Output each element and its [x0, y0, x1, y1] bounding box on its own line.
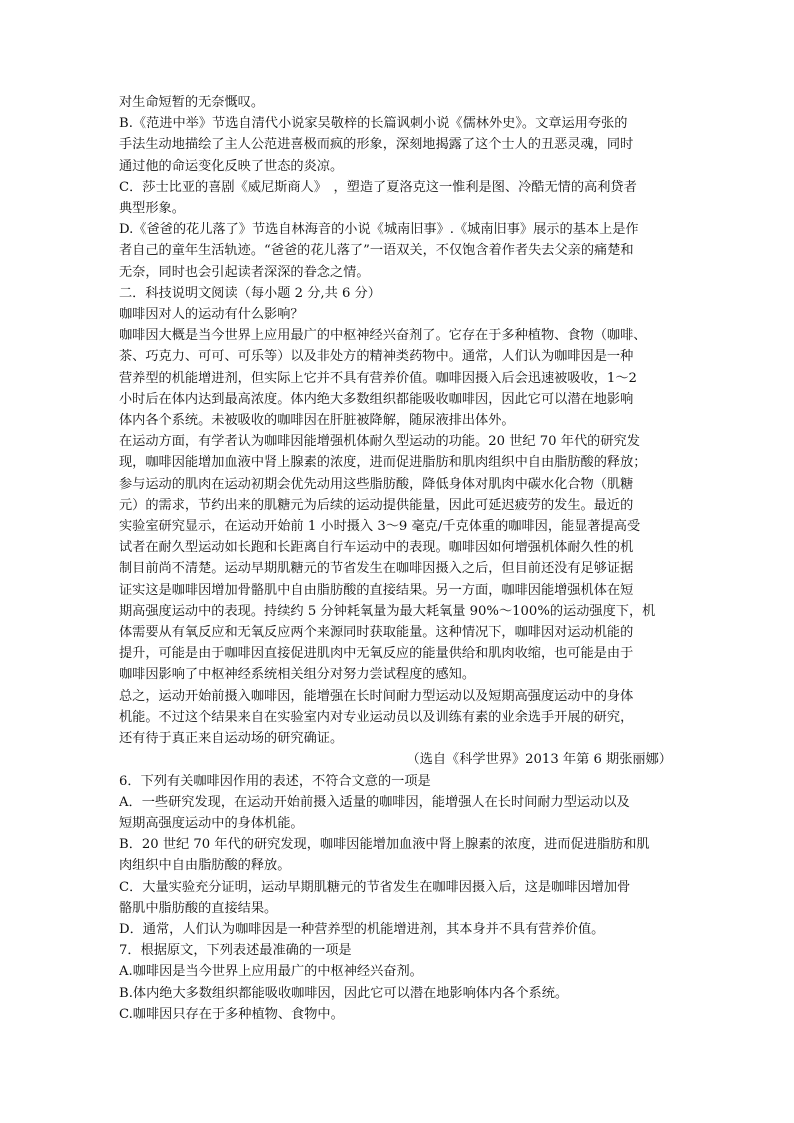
- question-7-option-line: A.咖啡因是当今世界上应用最广的中枢神经兴奋剂。: [119, 964, 423, 980]
- paragraph-2-line: 提升，可能是由于咖啡因直接促进肌肉中无氧反应的能量供给和肌肉收缩，也可能是由于: [119, 646, 634, 662]
- paragraph-1-line: 小时后在体内达到最高浓度。体内绝大多数组织都能吸收咖啡因，因此它可以潜在地影响: [119, 391, 634, 407]
- question-6-option-line: C．大量实验充分证明，运动早期肌糖元的节省发生在咖啡因摄入后，这是咖啡因增加骨: [119, 879, 631, 895]
- article-title: 咖啡因对人的运动有什么影响？: [119, 307, 304, 323]
- paragraph-2-line: 咖啡因影响了中枢神经系统相关组分对努力尝试程度的感知。: [119, 667, 476, 683]
- paragraph-2-line: 体需要从有氧反应和无氧反应两个来源同时获取能量。这种情况下，咖啡因对运动机能的: [119, 625, 634, 641]
- question-6-option-line: 肉组织中自由脂肪酸的释放。: [119, 858, 291, 874]
- question-6-option-line: 骼肌中脂肪酸的直接结果。: [119, 900, 278, 916]
- option-b-line: 手法生动地描绘了主人公范进喜极而疯的形象，深刻地揭露了这个士人的丑恶灵魂，同时: [119, 137, 634, 153]
- paragraph-3-line: 总之，运动开始前摄入咖啡因，能增强在长时间耐力型运动以及短期高强度运动中的身体: [119, 688, 634, 704]
- question-6-option-line: A．一些研究发现，在运动开始前摄入适量的咖啡因，能增强人在长时间耐力型运动以及: [119, 794, 630, 810]
- question-6-option-line: D．通常，人们认为咖啡因是一种营养型的机能增进剂，其本身并不具有营养价值。: [119, 921, 605, 937]
- paragraph-3-line: 还有待于真正来自运动场的研究确证。: [119, 731, 344, 747]
- paragraph-2-line: 期高强度运动中的表现。持续约 5 分钟耗氧量为最大耗氧量 90%～100%的运动强度下，机: [119, 603, 656, 619]
- paragraph-2-line: 实验室研究显示，在运动开始前 1 小时摄入 3～9 毫克/千克体重的咖啡因，能显著提高受: [119, 519, 641, 535]
- option-c-line: C．莎士比亚的喜剧《威尼斯商人》 ，塑造了夏洛克这一惟利是图、冷酷无情的高利贷者: [119, 179, 637, 195]
- source-citation: （选自《科学世界》2013 年第 6 期张丽娜）: [406, 752, 672, 768]
- paragraph-1-line: 茶、巧克力、可可、可乐等）以及非处方的精神类药物中。通常，人们认为咖啡因是一种: [119, 349, 634, 365]
- paragraph-2-line: 参与运动的肌肉在运动初期会优先动用这些脂肪酸，降低身体对肌肉中碳水化合物（肌糖: [119, 476, 634, 492]
- option-c-line: 典型形象。: [119, 201, 185, 217]
- paragraph-3-line: 机能。不过这个结果来自在实验室内对专业运动员以及训练有素的业余选手开展的研究，: [119, 709, 634, 725]
- paragraph-2-line: 元）的需求，节约出来的肌糖元为后续的运动提供能量，因此可延迟疲劳的发生。最近的: [119, 497, 634, 513]
- paragraph-2-line: 制目前尚不清楚。运动早期肌糖元的节省发生在咖啡因摄入之后，但目前还没有足够证据: [119, 561, 634, 577]
- option-d-line: 者自己的童年生活轨迹。“爸爸的花儿落了”一语双关，不仅饱含着作者失去父亲的痛楚和: [119, 243, 634, 259]
- question-7-option-line: C.咖啡因只存在于多种植物、食物中。: [119, 1006, 344, 1022]
- option-d-line: 无奈，同时也会引起读者深深的眷念之情。: [119, 264, 370, 280]
- question-7-option-line: B.体内绝大多数组织都能吸收咖啡因，因此它可以潜在地影响体内各个系统。: [119, 985, 569, 1001]
- question-6-stem: 6．下列有关咖啡因作用的表述，不符合文意的一项是: [119, 773, 431, 789]
- option-b-line: B.《范进中举》节选自清代小说家吴敬梓的长篇讽刺小说《儒林外史》。文章运用夸张的: [119, 116, 628, 132]
- paragraph-2-line: 现，咖啡因能增加血液中肾上腺素的浓度，进而促进脂肪和肌肉组织中自由脂肪酸的释放；: [119, 455, 647, 471]
- paragraph-1-line: 营养型的机能增进剂，但实际上它并不具有营养价值。咖啡因摄入后会迅速被吸收，1～2: [119, 370, 637, 386]
- question-6-option-line: 短期高强度运动中的身体机能。: [119, 815, 304, 831]
- paragraph-2-line: 在运动方面，有学者认为咖啡因能增强机体耐久型运动的功能。20 世纪 70 年代的研究发: [119, 434, 640, 450]
- section-title: 二．科技说明文阅读（每小题 2 分,共 6 分）: [119, 285, 381, 301]
- option-d-line: D.《爸爸的花儿落了》节选自林海音的小说《城南旧事》.《城南旧事》展示的基本上是作: [119, 222, 639, 238]
- paragraph-1-line: 体内各个系统。未被吸收的咖啡因在肝脏被降解，随尿液排出体外。: [119, 413, 515, 429]
- paragraph-2-line: 试者在耐久型运动如长跑和长距离自行车运动中的表现。咖啡因如何增强机体耐久性的机: [119, 540, 634, 556]
- paragraph-1-line: 咖啡因大概是当今世界上应用最广的中枢神经兴奋剂了。它存在于多种植物、食物（咖啡、: [119, 328, 647, 344]
- question-7-stem: 7．根据原文，下列表述最准确的一项是: [119, 943, 352, 959]
- document-page: [119, 92, 674, 1025]
- option-b-line: 通过他的命运变化反映了世态的炎凉。: [119, 158, 344, 174]
- paragraph-2-line: 证实这是咖啡因增加骨骼肌中自由脂肪酸的直接结果。另一方面，咖啡因能增强机体在短: [119, 582, 634, 598]
- intro-tail: 对生命短暂的无奈慨叹。: [119, 95, 265, 110]
- question-6-option-line: B．20 世纪 70 年代的研究发现，咖啡因能增加血液中肾上腺素的浓度，进而促进脂肪和肌: [119, 837, 650, 853]
